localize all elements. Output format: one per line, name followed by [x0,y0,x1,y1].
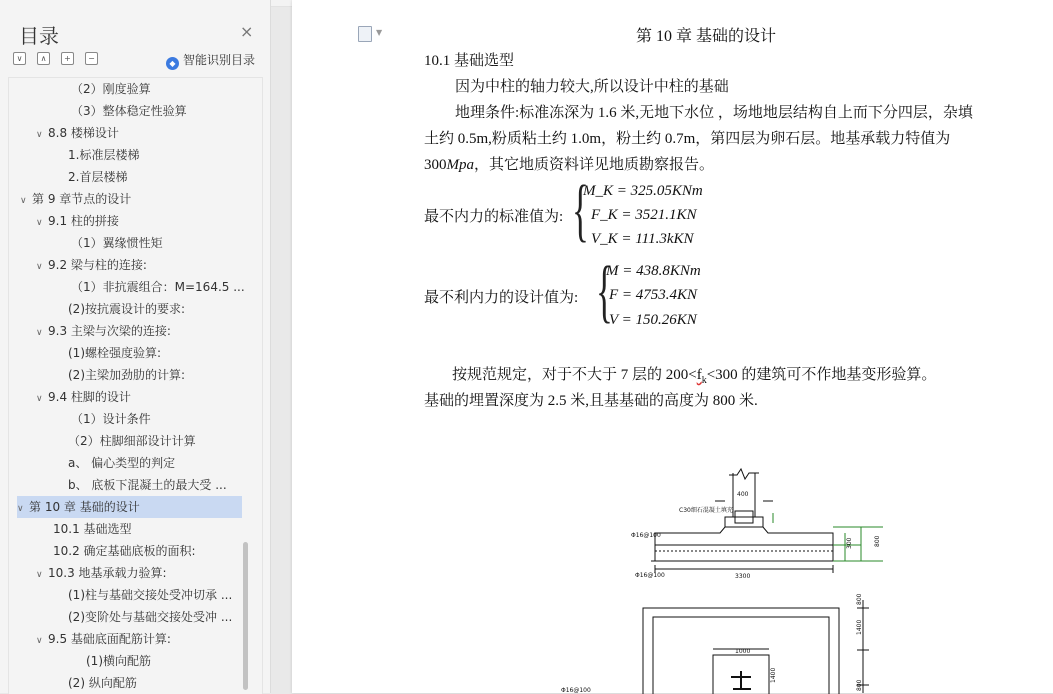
toc-item[interactable]: （1）非抗震组合：M=164.5 ... [71,280,245,294]
add-heading-icon[interactable]: + [61,52,74,65]
toc-item[interactable]: ∨ 10.3 地基承载力验算: [36,562,167,584]
chevron-down-icon[interactable]: ∨ [36,328,43,338]
drawing-label: C30细石混凝土填充 [679,507,733,514]
toc-item[interactable]: 1.标准层楼梯 [68,148,140,162]
drawing-label: 800 [856,593,863,605]
toc-item[interactable]: (1)螺栓强度验算: [68,346,162,360]
document-icon[interactable] [358,26,372,42]
drawing-label: 300 [846,537,853,549]
expand-all-icon[interactable]: ∨ [13,52,26,65]
toc-item[interactable]: （3）整体稳定性验算 [71,104,187,118]
toc-item[interactable]: ∨ 9.5 基础底面配筋计算: [36,628,171,650]
chevron-down-icon[interactable]: ∨ [17,504,24,514]
toc-title: 目录 [19,24,59,48]
drawing-label: 1400 [856,619,863,635]
collapse-all-icon[interactable]: ∧ [37,52,50,65]
toc-item[interactable]: ∨ 9.4 柱脚的设计 [36,386,131,408]
foundation-drawing [561,465,895,694]
chevron-down-icon[interactable]: ∨ [20,196,27,206]
ai-icon: ◆ [166,57,179,70]
toc-item[interactable]: ∨ 9.1 柱的拼接 [36,210,119,232]
toc-item[interactable]: a、 偏心类型的判定 [68,456,176,470]
design-value-label: 最不利内力的设计值为: [424,290,579,306]
smart-toc-button[interactable] [166,51,255,70]
toc-sidebar [0,0,271,693]
drawing-label: 800 [856,679,863,691]
toc-item[interactable]: (2)变阶处与基础交接处受冲 ... [68,610,233,624]
close-icon[interactable]: × [240,22,254,41]
brace: { [596,253,613,330]
remove-heading-icon[interactable]: − [85,52,98,65]
paragraph-2-line-3: 300Mpa，其它地质资料详见地质勘察报告。 [424,157,715,173]
toc-item[interactable]: （2）刚度验算 [71,82,151,96]
toc-item[interactable]: （1）设计条件 [71,412,151,426]
toc-item[interactable]: (2)按抗震设计的要求: [68,302,186,316]
toc-item[interactable]: 10.1 基础选型 [53,522,132,536]
drawing-label: 800 [874,535,881,547]
chevron-down-icon[interactable]: ∨ [36,570,43,580]
toc-item[interactable]: (2)主梁加劲肋的计算: [68,368,186,382]
toc-item[interactable]: ∨ 第 9 章节点的设计 [20,188,131,210]
toc-scrollbar[interactable] [243,542,248,690]
smart-toc-label: 智能识别目录 [183,53,256,67]
std-eq-v: V_K = 111.3kKN [591,231,694,247]
std-eq-f: F_K = 3521.1KN [591,207,697,223]
toc-item[interactable]: ∨ 9.2 梁与柱的连接: [36,254,147,276]
toc-item[interactable]: （2）柱脚细部设计计算 [68,434,196,448]
drawing-label: Φ16@100 [635,572,665,579]
std-eq-m: M_K = 325.05KNm [583,183,703,199]
drawing-label: 1000 [735,648,751,655]
paragraph-1: 因为中柱的轴力较大,所以设计中柱的基础 [455,79,729,95]
chevron-down-icon[interactable]: ∨ [36,218,43,228]
paragraph-2-line-2: 土约 0.5m,粉质粘土约 1.0m，粉土约 0.7m，第四层为卵石层。地基承载力特值为 [424,131,951,147]
std-value-label: 最不内力的标准值为: [424,209,564,225]
chapter-heading: 第 10 章 基础的设计 [636,28,777,45]
toc-item[interactable]: (1)横向配筋 [86,654,151,668]
drawing-label: Φ16@100 [631,532,661,539]
toc-item[interactable]: 10.2 确定基础底板的面积: [53,544,196,558]
design-eq-f: F = 4753.4KN [609,287,698,303]
toc-item[interactable]: b、 底板下混凝土的最大受 ... [68,478,227,492]
drawing-label: Φ16@100 [561,687,591,694]
brace: { [572,172,589,249]
paragraph-2-line-1: 地理条件:标准冻深为 1.6 米,无地下水位 ，场地地层结构自上而下分四层，杂填 [455,105,973,121]
section-heading: 10.1 基础选型 [424,53,515,69]
toc-item[interactable]: ∨ 9.3 主梁与次梁的连接: [36,320,171,342]
toc-item[interactable]: ∨ 8.8 楼梯设计 [36,122,119,144]
drawing-label: 3300 [735,573,751,580]
chevron-down-icon[interactable]: ∨ [36,130,43,140]
drawing-label: 400 [737,491,749,498]
toc-item[interactable]: （1）翼缘惯性矩 [71,236,163,250]
toc-list[interactable] [8,77,263,694]
toc-item[interactable]: 2.首层楼梯 [68,170,128,184]
paragraph-3: 按规范规定，对于不大于 7 层的 $200<f_k<300$ 的建筑可不作地基变形验算。 [452,367,937,386]
chevron-down-icon[interactable]: ∨ [36,262,43,272]
chevron-down-icon[interactable]: ∨ [36,636,43,646]
drawing-label: 1400 [770,667,777,683]
design-eq-m: M = 438.8KNm [606,263,701,279]
paragraph-4: 基础的埋置深度为 2.5 米,且基基础的高度为 800 米. [424,393,758,409]
chevron-down-icon[interactable]: ▼ [376,28,383,37]
chevron-down-icon[interactable]: ∨ [36,394,43,404]
toc-item[interactable]: (2) 纵向配筋 [68,676,137,690]
design-eq-v: V = 150.26KN [609,312,697,328]
toc-item[interactable]: (1)柱与基础交接处受冲切承 ... [68,588,233,602]
toc-item-selected[interactable]: ∨ 第 10 章 基础的设计 [17,496,242,518]
